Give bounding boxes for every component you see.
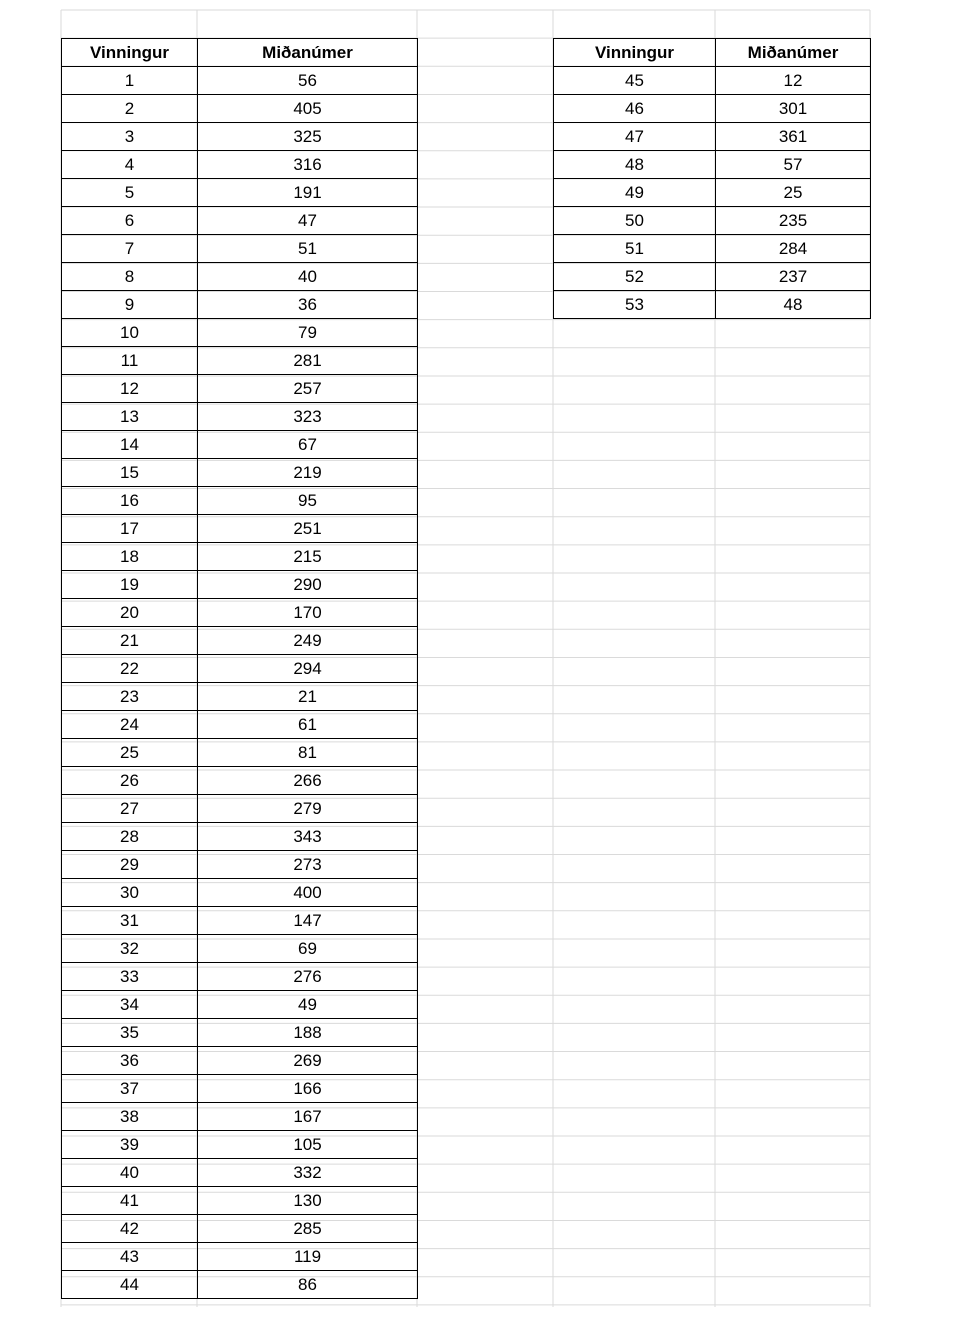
table-row — [62, 67, 418, 95]
table-row — [62, 991, 418, 1019]
ticket-number-cell: 316 — [198, 151, 418, 179]
prize-number-cell: 53 — [554, 291, 716, 319]
prize-number-cell: 16 — [62, 487, 198, 515]
ticket-number-cell: 237 — [716, 263, 871, 291]
table-row — [62, 123, 418, 151]
prize-number-cell: 11 — [62, 347, 198, 375]
table-row — [554, 291, 871, 319]
prize-number-cell: 4 — [62, 151, 198, 179]
prize-number-cell: 31 — [62, 907, 198, 935]
table-row — [62, 1075, 418, 1103]
table-row — [62, 459, 418, 487]
prize-number-cell: 32 — [62, 935, 198, 963]
table-row — [62, 627, 418, 655]
header-vinningur: Vinningur — [554, 39, 716, 67]
ticket-number-cell: 12 — [716, 67, 871, 95]
ticket-number-cell: 343 — [198, 823, 418, 851]
table-row — [62, 487, 418, 515]
table-row — [62, 963, 418, 991]
ticket-number-cell: 251 — [198, 515, 418, 543]
ticket-number-cell: 257 — [198, 375, 418, 403]
prize-number-cell: 18 — [62, 543, 198, 571]
prize-number-cell: 20 — [62, 599, 198, 627]
prize-number-cell: 24 — [62, 711, 198, 739]
ticket-number-cell: 170 — [198, 599, 418, 627]
header-row — [62, 39, 418, 67]
table-row — [62, 1215, 418, 1243]
prize-number-cell: 50 — [554, 207, 716, 235]
ticket-number-cell: 49 — [198, 991, 418, 1019]
prize-number-cell: 9 — [62, 291, 198, 319]
ticket-number-cell: 36 — [198, 291, 418, 319]
table-row — [62, 235, 418, 263]
prize-number-cell: 26 — [62, 767, 198, 795]
prize-number-cell: 35 — [62, 1019, 198, 1047]
prize-number-cell: 15 — [62, 459, 198, 487]
table-row — [554, 263, 871, 291]
ticket-number-cell: 191 — [198, 179, 418, 207]
prize-number-cell: 51 — [554, 235, 716, 263]
prize-number-cell: 10 — [62, 319, 198, 347]
ticket-number-cell: 266 — [198, 767, 418, 795]
prize-number-cell: 23 — [62, 683, 198, 711]
table-row — [62, 1187, 418, 1215]
table-row — [62, 683, 418, 711]
prize-number-cell: 2 — [62, 95, 198, 123]
prize-number-cell: 19 — [62, 571, 198, 599]
ticket-number-cell: 219 — [198, 459, 418, 487]
ticket-number-cell: 47 — [198, 207, 418, 235]
ticket-number-cell: 332 — [198, 1159, 418, 1187]
header-midanumer: Miðanúmer — [716, 39, 871, 67]
ticket-number-cell: 61 — [198, 711, 418, 739]
ticket-number-cell: 400 — [198, 879, 418, 907]
table-row — [62, 375, 418, 403]
prize-number-cell: 40 — [62, 1159, 198, 1187]
table-row — [62, 291, 418, 319]
table-row — [62, 1019, 418, 1047]
prize-number-cell: 27 — [62, 795, 198, 823]
prize-number-cell: 21 — [62, 627, 198, 655]
prize-number-cell: 36 — [62, 1047, 198, 1075]
table-row — [62, 795, 418, 823]
ticket-number-cell: 119 — [198, 1243, 418, 1271]
ticket-number-cell: 361 — [716, 123, 871, 151]
prize-number-cell: 48 — [554, 151, 716, 179]
ticket-number-cell: 166 — [198, 1075, 418, 1103]
prize-number-cell: 39 — [62, 1131, 198, 1159]
ticket-number-cell: 325 — [198, 123, 418, 151]
ticket-number-cell: 56 — [198, 67, 418, 95]
prize-number-cell: 6 — [62, 207, 198, 235]
table-row — [62, 179, 418, 207]
prize-number-cell: 8 — [62, 263, 198, 291]
ticket-number-cell: 25 — [716, 179, 871, 207]
table-row — [62, 571, 418, 599]
table-row — [554, 207, 871, 235]
ticket-number-cell: 167 — [198, 1103, 418, 1131]
prize-number-cell: 34 — [62, 991, 198, 1019]
header-vinningur: Vinningur — [62, 39, 198, 67]
ticket-number-cell: 294 — [198, 655, 418, 683]
ticket-number-cell: 51 — [198, 235, 418, 263]
prize-number-cell: 3 — [62, 123, 198, 151]
ticket-number-cell: 86 — [198, 1271, 418, 1299]
ticket-number-cell: 290 — [198, 571, 418, 599]
table-row — [62, 907, 418, 935]
prize-number-cell: 22 — [62, 655, 198, 683]
ticket-number-cell: 40 — [198, 263, 418, 291]
prize-number-cell: 47 — [554, 123, 716, 151]
ticket-number-cell: 67 — [198, 431, 418, 459]
table-row — [62, 823, 418, 851]
prize-number-cell: 1 — [62, 67, 198, 95]
table-row — [62, 431, 418, 459]
winners-table-left — [61, 38, 418, 1299]
prize-number-cell: 46 — [554, 95, 716, 123]
ticket-number-cell: 188 — [198, 1019, 418, 1047]
ticket-number-cell: 281 — [198, 347, 418, 375]
winners-table-right — [553, 38, 871, 319]
ticket-number-cell: 279 — [198, 795, 418, 823]
header-row — [554, 39, 871, 67]
ticket-number-cell: 276 — [198, 963, 418, 991]
table-row — [554, 235, 871, 263]
table-row — [62, 1131, 418, 1159]
ticket-number-cell: 81 — [198, 739, 418, 767]
ticket-number-cell: 79 — [198, 319, 418, 347]
prize-number-cell: 52 — [554, 263, 716, 291]
prize-number-cell: 49 — [554, 179, 716, 207]
table-row — [62, 515, 418, 543]
prize-number-cell: 5 — [62, 179, 198, 207]
header-midanumer: Miðanúmer — [198, 39, 418, 67]
ticket-number-cell: 235 — [716, 207, 871, 235]
table-row — [62, 851, 418, 879]
table-row — [62, 1159, 418, 1187]
prize-number-cell: 30 — [62, 879, 198, 907]
prize-number-cell: 38 — [62, 1103, 198, 1131]
ticket-number-cell: 301 — [716, 95, 871, 123]
table-row — [62, 655, 418, 683]
ticket-number-cell: 269 — [198, 1047, 418, 1075]
table-row — [62, 935, 418, 963]
table-row — [62, 319, 418, 347]
ticket-number-cell: 249 — [198, 627, 418, 655]
table-row — [62, 879, 418, 907]
table-row — [62, 403, 418, 431]
prize-number-cell: 45 — [554, 67, 716, 95]
table-row — [62, 1047, 418, 1075]
ticket-number-cell: 95 — [198, 487, 418, 515]
ticket-number-cell: 273 — [198, 851, 418, 879]
ticket-number-cell: 323 — [198, 403, 418, 431]
table-row — [62, 207, 418, 235]
prize-number-cell: 43 — [62, 1243, 198, 1271]
prize-number-cell: 41 — [62, 1187, 198, 1215]
ticket-number-cell: 105 — [198, 1131, 418, 1159]
table-row — [554, 179, 871, 207]
table-row — [554, 123, 871, 151]
prize-number-cell: 44 — [62, 1271, 198, 1299]
table-row — [554, 67, 871, 95]
prize-number-cell: 33 — [62, 963, 198, 991]
ticket-number-cell: 405 — [198, 95, 418, 123]
prize-number-cell: 28 — [62, 823, 198, 851]
table-row — [62, 543, 418, 571]
prize-number-cell: 25 — [62, 739, 198, 767]
table-row — [62, 1243, 418, 1271]
prize-number-cell: 12 — [62, 375, 198, 403]
ticket-number-cell: 147 — [198, 907, 418, 935]
table-row — [62, 263, 418, 291]
ticket-number-cell: 21 — [198, 683, 418, 711]
prize-number-cell: 17 — [62, 515, 198, 543]
table-row — [62, 1271, 418, 1299]
prize-number-cell: 14 — [62, 431, 198, 459]
table-row — [554, 151, 871, 179]
table-row — [62, 711, 418, 739]
table-row — [62, 767, 418, 795]
table-row — [62, 347, 418, 375]
prize-number-cell: 13 — [62, 403, 198, 431]
table-row — [62, 1103, 418, 1131]
prize-number-cell: 37 — [62, 1075, 198, 1103]
ticket-number-cell: 215 — [198, 543, 418, 571]
table-row — [554, 95, 871, 123]
ticket-number-cell: 57 — [716, 151, 871, 179]
table-row — [62, 739, 418, 767]
prize-number-cell: 42 — [62, 1215, 198, 1243]
table-row — [62, 151, 418, 179]
ticket-number-cell: 130 — [198, 1187, 418, 1215]
prize-number-cell: 7 — [62, 235, 198, 263]
prize-number-cell: 29 — [62, 851, 198, 879]
ticket-number-cell: 285 — [198, 1215, 418, 1243]
ticket-number-cell: 48 — [716, 291, 871, 319]
ticket-number-cell: 284 — [716, 235, 871, 263]
table-row — [62, 599, 418, 627]
ticket-number-cell: 69 — [198, 935, 418, 963]
table-row — [62, 95, 418, 123]
